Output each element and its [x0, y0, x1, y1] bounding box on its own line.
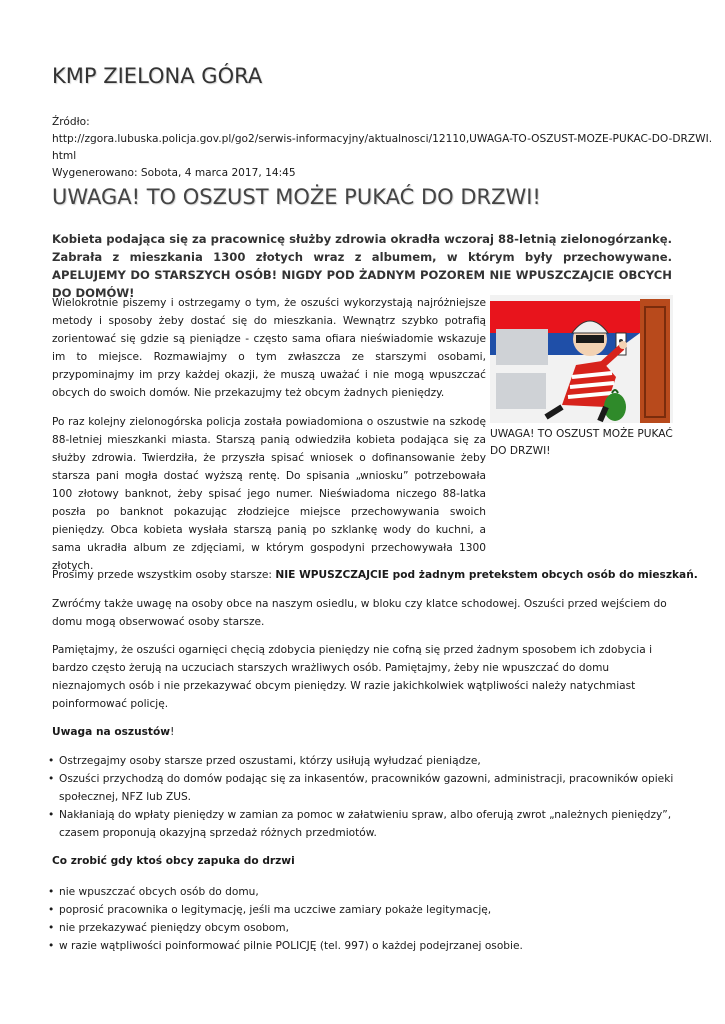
- generated-timestamp: Wygenerowano: Sobota, 4 marca 2017, 14:45: [52, 167, 296, 179]
- article-lead: Kobieta podająca się za pracownicę służby zdrowia okradła wczoraj 88-letnią zielonogórzankę. Zabrała z mieszkania 1300 złotych wraz z albumem, w którym były przechowywane. APELUJEMY DO STARSZYCH OSÓB! NIGDY POD ŻADNYM POZOREM NIE WPUSZCZAJCIE OBCYCH DO DOMÓW!: [52, 232, 672, 300]
- appeal-prefix: Prosimy przede wszystkim osoby starsze:: [52, 569, 276, 581]
- burglar-illustration-icon: [490, 295, 673, 423]
- article-title: UWAGA! TO OSZUST MOŻE PUKAĆ DO DRZWI!: [52, 185, 541, 209]
- article-paragraph-1: Wielokrotnie piszemy i ostrzegamy o tym, że oszuści wykorzystają najróżniejsze metody i sposoby żeby dostać się do mieszkania. Wewnątrz szybko potrafią zorientować się gdzie są pieniądze - często sama ofiara nieświadomie wskazuje im to miejsce. Rozmawiajmy o tym zwłaszcza ze starszymi osobami, przypominajmy im przy każdej okazji, że muszą uważać i nie mogą wpuszczać obcych do swoich domów. Nie przekazujmy też obcym żadnych pieniędzy.: [52, 297, 486, 399]
- site-title: KMP ZIELONA GÓRA: [52, 64, 263, 88]
- what-to-do-list: [46, 883, 676, 955]
- list-item: • Oszuści przychodzą do domów podając się za inkasentów, pracowników gazowni, administracji, pracowników opieki społecznej, NFZ lub ZUS.: [46, 770, 676, 806]
- list-item: • Ostrzegajmy osoby starsze przed oszustami, którzy usiłują wyłudzać pieniądze,: [46, 752, 676, 770]
- article-figure: [490, 295, 673, 460]
- what-to-do-heading: Co zrobić gdy ktoś obcy zapuka do drzwi: [52, 855, 295, 867]
- list-item: • poprosić pracownika o legitymację, jeśli ma uczciwe zamiary pokaże legitymację,: [46, 901, 676, 919]
- figure-caption: UWAGA! TO OSZUST MOŻE PUKAĆ DO DRZWI!: [490, 428, 673, 457]
- article-paragraph-5: Pamiętajmy, że oszuści ogarnięci chęcią zdobycia pieniędzy nie cofną się przed żadnym sposobem ich zdobycia i bardzo często żerują na uczuciach starszych wrażliwych osób. Pamiętajmy, żeby nie wpuszczać do domu nieznajomych osób i nie przekazywać obcym pieniędzy. W razie jakichkolwiek wątpliwości należy natychmiast poinformować policję.: [52, 644, 653, 710]
- appeal-emphasis: NIE WPUSZCZAJCIE pod żadnym pretekstem obcych osób do mieszkań.: [275, 569, 698, 581]
- list-item: • nie wpuszczać obcych osób do domu,: [46, 883, 676, 901]
- list-item: • nie przekazywać pieniędzy obcym osobom,: [46, 919, 676, 937]
- source-url-continued[interactable]: html: [52, 150, 77, 162]
- source-url[interactable]: http://zgora.lubuska.policja.gov.pl/go2/serwis-informacyjny/aktualnosci/12110,UWAGA-TO-OSZUST-MOZE-PUKAC-DO-DRZWI.: [52, 133, 713, 145]
- warning-heading: Uwaga na oszustów!: [52, 726, 175, 738]
- warning-list: [46, 752, 676, 842]
- article-paragraph-4: Zwróćmy także uwagę na osoby obce na naszym osiedlu, w bloku czy klatce schodowej. Oszuści przed wejściem do domu mogą obserwować osoby starsze.: [52, 598, 667, 628]
- source-label: Źródło:: [52, 116, 90, 128]
- source-info: [52, 114, 713, 182]
- article-paragraph-2: Po raz kolejny zielonogórska policja została powiadomiona o oszustwie na szkodę 88-letniej mieszkanki miasta. Starszą panią odwiedziła kobieta podająca się za służby zdrowia. Twierdziła, że przyszła spisać wniosek o dofinansowanie żeby starsza pani mogła dostać wyższą rentę. Do spisania „wniosku” potrzebowała 100 złotowy banknot, żeby spisać jego numer. Nieświadoma niczego 88-latka poszła po banknot pokazując złodziejce miejsce przechowywania swoich pieniędzy. Obca kobieta wysłała starszą panią po szklankę wody do kuchni, a sama ukradła album ze zdjęciami, w którym gospodyni przechowywała 1300 złotych.: [52, 416, 486, 572]
- list-item: • w razie wątpliwości poinformować pilnie POLICJĘ (tel. 997) o każdej podejrzanej osobie.: [46, 937, 676, 955]
- article-paragraph-3: [52, 566, 698, 584]
- list-item: • Nakłaniają do wpłaty pieniędzy w zamian za pomoc w załatwieniu spraw, albo oferują zwrot „należnych pieniędzy”, czasem proponują okazyjną sprzedaż różnych przedmiotów.: [46, 806, 676, 842]
